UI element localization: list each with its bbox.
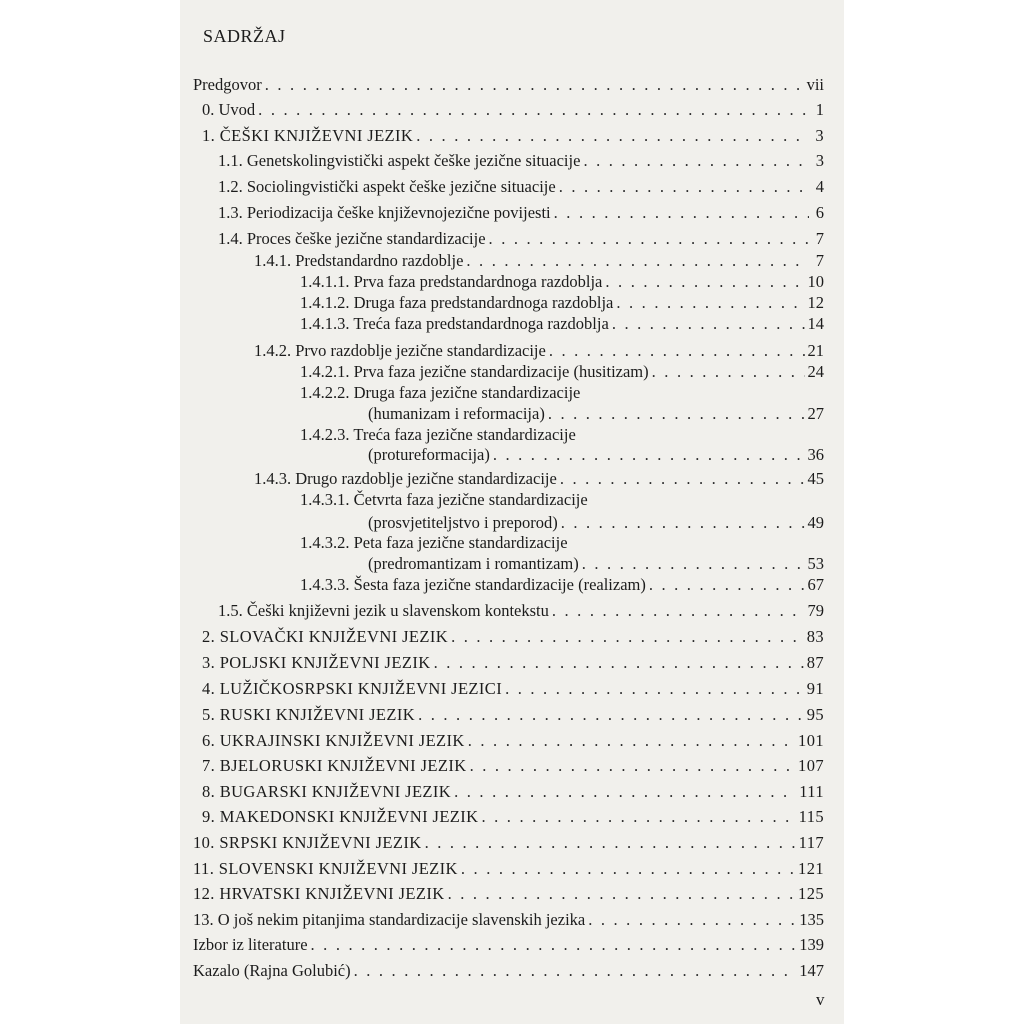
entry-page: 147 [799,961,824,980]
entry-page: 117 [798,833,824,852]
toc-entry [254,340,824,362]
entry-page: vii [806,75,824,94]
entry-page: 135 [799,910,824,929]
entry-page: 36 [807,445,824,464]
toc-entry [193,74,824,96]
dot-leader [311,934,797,956]
dot-leader [489,228,809,250]
entry-page: 139 [799,935,824,954]
toc-entry [300,532,824,554]
dot-leader [434,652,804,674]
dot-leader [554,202,809,224]
dot-leader [461,858,795,880]
entry-title: 0. Uvod [202,100,256,119]
toc-entry [202,755,824,777]
entry-title: (prosvjetiteljstvo i preporod) [368,513,558,532]
entry-title: 1.4.3.2. Peta faza jezične standardizacije [300,533,568,552]
toc-entry [193,883,824,905]
entry-title: (humanizam i reformacija) [368,404,545,423]
entry-page: 91 [806,679,824,698]
entry-title: 1.4.3.3. Šesta faza jezične standardizacije (realizam) [300,575,646,594]
toc-entry [202,781,824,803]
toc-entry [193,832,824,854]
toc-entry [202,99,824,121]
entry-title: 1.4.2.1. Prva faza jezične standardizacije (husitizam) [300,362,649,381]
dot-leader [482,806,796,828]
dot-leader [354,960,797,982]
toc-entry [300,313,824,335]
entry-page: 121 [798,859,824,878]
dot-leader [505,678,804,700]
toc-entry [300,292,824,314]
toc-entry [193,934,824,956]
entry-title: 11. SLOVENSKI KNJIŽEVNI JEZIK [193,859,458,878]
entry-page: 6 [815,203,824,222]
dot-leader [649,574,805,596]
entry-title: 1.5. Češki književni jezik u slavenskom kontekstu [218,601,549,620]
entry-page: 53 [807,554,824,573]
entry-title: 1.4.3. Drugo razdoblje jezične standardizacije [254,469,557,488]
entry-title: Izbor iz literature [193,935,308,954]
entry-page: 10 [807,272,824,291]
entry-title: 12. HRVATSKI KNJIŽEVNI JEZIK [193,884,445,903]
dot-leader [559,176,809,198]
entry-title: 9. MAKEDONSKI KNJIŽEVNI JEZIK [202,807,479,826]
toc-entry [193,960,824,982]
dot-leader [448,883,795,905]
dot-leader [416,125,809,147]
entry-page: 3 [815,151,824,170]
toc-entry [368,512,824,534]
entry-title: Predgovor [193,75,262,94]
entry-page: 125 [798,884,824,903]
toc-entry [254,250,824,272]
toc-entry [202,678,824,700]
entry-page: 3 [815,126,824,145]
toc-entry [202,704,824,726]
entry-title: 1.4.2.2. Druga faza jezične standardizacije [300,383,581,402]
entry-title: 10. SRPSKI KNJIŽEVNI JEZIK [193,833,422,852]
dot-leader [605,271,804,293]
toc-entry [300,271,824,293]
dot-leader [549,340,805,362]
toc-entry [368,553,824,575]
entry-title: 1.4.2. Prvo razdoblje jezične standardizacije [254,341,546,360]
toc-entry [193,858,824,880]
dot-leader [548,403,805,425]
entry-title: 13. O još nekim pitanjima standardizacije slavenskih jezika [193,910,586,929]
dot-leader [552,600,805,622]
dot-leader [451,626,804,648]
entry-page: 14 [807,314,824,333]
entry-page: 1 [815,100,824,119]
dot-leader [454,781,796,803]
page-number: v [816,990,825,1009]
dot-leader [616,292,804,314]
entry-title: 1.4.2.3. Treća faza jezične standardizacije [300,425,576,444]
entry-page: 87 [806,653,824,672]
dot-leader [612,313,805,335]
toc-entry [202,730,824,752]
entry-title: 8. BUGARSKI KNJIŽEVNI JEZIK [202,782,452,801]
dot-leader [418,704,804,726]
toc-entry [193,909,824,931]
entry-title: Kazalo (Rajna Golubić) [193,961,351,980]
toc-entry [202,626,824,648]
entry-title: 1.4. Proces češke jezične standardizacije [218,229,486,248]
entry-page: 101 [798,731,824,750]
entry-title: 6. UKRAJINSKI KNJIŽEVNI JEZIK [202,731,465,750]
entry-page: 4 [815,177,824,196]
dot-leader [582,553,805,575]
entry-title: 1.2. Sociolingvistički aspekt češke jezične situacije [218,177,556,196]
toc-entry [300,361,824,383]
dot-leader [588,909,796,931]
entry-title: 2. SLOVAČKI KNJIŽEVNI JEZIK [202,627,449,646]
entry-page: 115 [798,807,824,826]
entry-title: 1.4.1.3. Treća faza predstandardnoga razdoblja [300,314,609,333]
dot-leader [258,99,809,121]
entry-title: 3. POLJSKI KNJIŽEVNI JEZIK [202,653,431,672]
toc-entry [300,574,824,596]
entry-title: (predromantizam i romantizam) [368,554,579,573]
toc-entry [300,489,824,511]
toc-entry [368,444,824,466]
page-title: SADRŽAJ [203,26,286,46]
toc-entry [218,150,824,172]
entry-title: 4. LUŽIČKOSRPSKI KNJIŽEVNI JEZICI [202,679,503,698]
dot-leader [560,468,805,490]
dot-leader [493,444,805,466]
toc-entry [300,382,824,404]
toc-entry [202,806,824,828]
dot-leader [561,512,805,534]
toc-entry [218,176,824,198]
entry-page: 45 [807,469,824,488]
toc-entry [300,424,824,446]
toc-entry [218,600,824,622]
entry-title: 1.4.1.1. Prva faza predstandardnoga razdoblja [300,272,603,291]
entry-title: 1.4.3.1. Četvrta faza jezične standardizacije [300,490,588,509]
toc-entry [368,403,824,425]
dot-leader [425,832,796,854]
entry-title: 1.1. Genetskolingvistički aspekt češke jezične situacije [218,151,581,170]
entry-page: 21 [807,341,824,360]
dot-leader [466,250,809,272]
entry-title: (protureformacija) [368,445,490,464]
entry-title: 1.3. Periodizacija češke književnojezične povijesti [218,203,551,222]
entry-page: 95 [806,705,824,724]
entry-title: 1. ČEŠKI KNJIŽEVNI JEZIK [202,126,414,145]
entry-page: 12 [807,293,824,312]
entry-page: 79 [807,601,824,620]
toc-entry [254,468,824,490]
entry-page: 107 [798,756,824,775]
entry-title: 7. BJELORUSKI KNJIŽEVNI JEZIK [202,756,467,775]
entry-page: 7 [815,251,824,270]
entry-title: 5. RUSKI KNJIŽEVNI JEZIK [202,705,416,724]
entry-page: 27 [807,404,824,423]
entry-page: 7 [815,229,824,248]
dot-leader [583,150,809,172]
entry-page: 83 [806,627,824,646]
toc-entry [202,652,824,674]
toc-entry [218,228,824,250]
dot-leader [470,755,795,777]
entry-page: 111 [799,782,824,801]
toc-entry [202,125,824,147]
dot-leader [652,361,805,383]
entry-page: 24 [807,362,824,381]
dot-leader [468,730,795,752]
entry-title: 1.4.1. Predstandardno razdoblje [254,251,464,270]
entry-page: 49 [807,513,824,532]
dot-leader [265,74,804,96]
entry-page: 67 [807,575,824,594]
toc-entry [218,202,824,224]
entry-title: 1.4.1.2. Druga faza predstandardnoga razdoblja [300,293,614,312]
